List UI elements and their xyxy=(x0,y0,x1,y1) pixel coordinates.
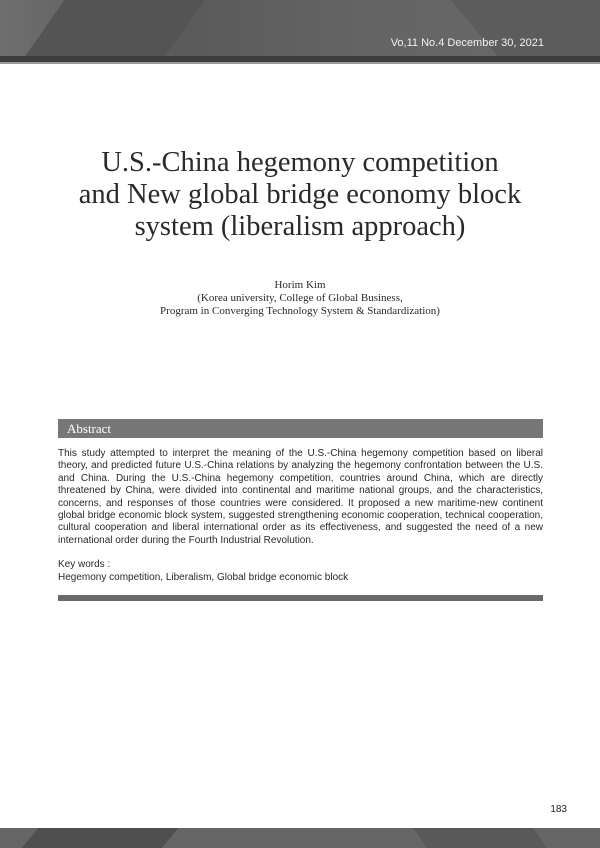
section-divider xyxy=(58,595,543,601)
paper-title xyxy=(40,147,560,243)
header-decoration-left xyxy=(1,0,218,56)
footer-decoration-left xyxy=(13,828,187,848)
title-line-1: U.S.-China hegemony competition xyxy=(101,147,499,178)
abstract-heading: Abstract xyxy=(67,421,112,436)
abstract-text: This study attempted to interpret the meaning of the U.S.-China hegemony competition based on liberal theory, and predicted future U.S.-China relations by analyzing the hegemony confrontation between the U.S. and China. During the U.S.-China hegemony competition, countries around China, which are directly threatened by China, were divided into continental and maritime national groups, and the characteristics, concerns, and responses of those countries were considered. It proposed a new maritime-new continent global bridge economic block system, suggested strengthening economic cooperation, technical cooperation, cultural cooperation and liberal international order as its effectiveness, and suggested the need of a new international order during the Fourth Industrial Revolution. xyxy=(58,448,543,546)
author-block xyxy=(60,279,540,318)
header-divider-thin xyxy=(0,62,600,64)
author-affiliation-1: (Korea university, College of Global Business, xyxy=(197,292,403,304)
abstract-heading-bar xyxy=(58,419,543,438)
footer-decoration-right xyxy=(406,828,554,848)
author-affiliation-2: Program in Converging Technology System & Standardization) xyxy=(160,305,440,317)
footer-band xyxy=(0,828,600,848)
keywords-label: Key words : xyxy=(58,559,111,570)
title-line-2: and New global bridge economy block xyxy=(78,179,522,210)
page-number: 183 xyxy=(550,804,567,815)
issue-info: Vo,11 No.4 December 30, 2021 xyxy=(390,37,544,49)
author-name: Horim Kim xyxy=(274,279,326,291)
keywords-text: Hegemony competition, Liberalism, Global bridge economic block xyxy=(58,572,349,583)
header-band xyxy=(0,0,600,56)
title-line-3: system (liberalism approach) xyxy=(134,211,466,242)
